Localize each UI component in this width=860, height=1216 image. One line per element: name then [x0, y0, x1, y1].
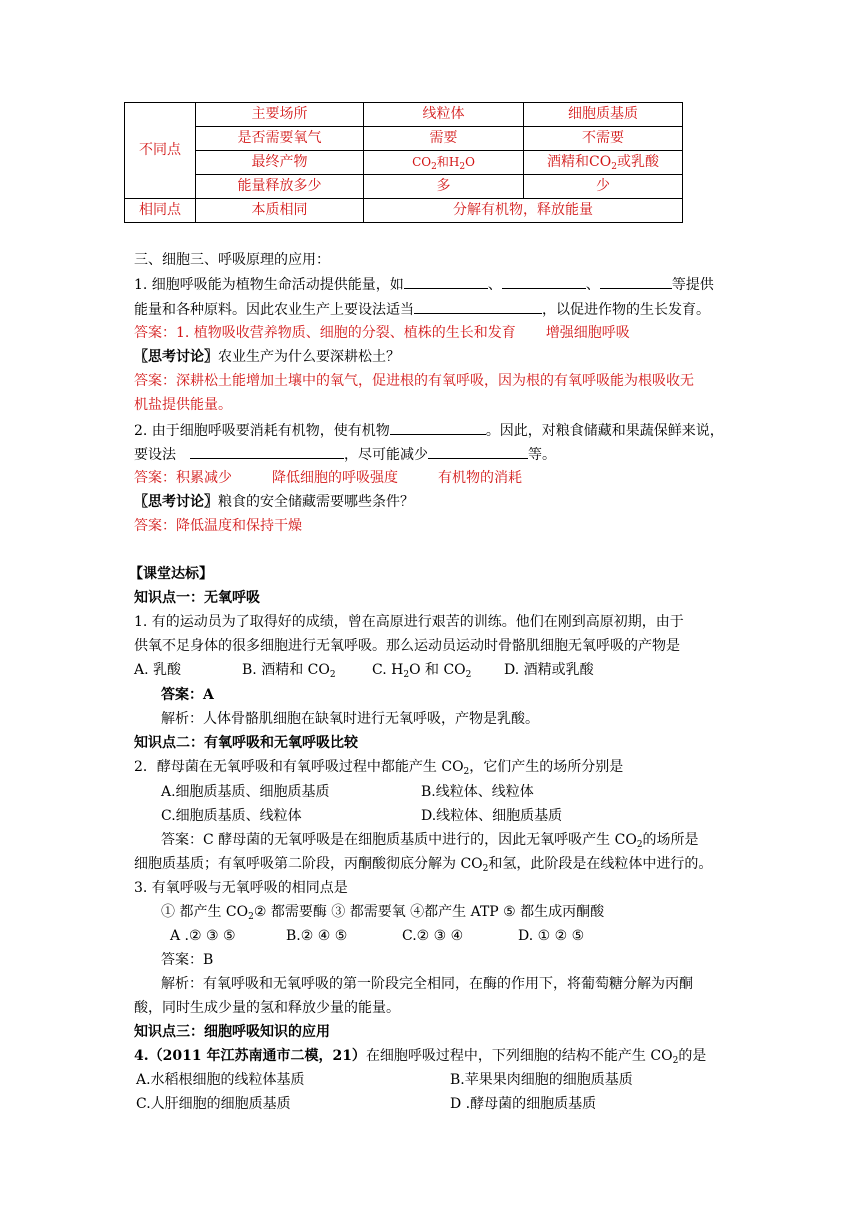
p-answer-2-cont	[134, 853, 712, 875]
question-2	[134, 419, 724, 442]
p-explanation-3-cont: 酸，同时生成少量的氢和释放少量的能量。	[134, 1000, 400, 1016]
text: B. 酒精和 CO	[242, 662, 330, 678]
subscript: 2	[611, 162, 617, 172]
table-cell: 线粒体	[364, 103, 524, 127]
text: C. H	[372, 662, 404, 678]
p-question-3-options	[170, 925, 584, 947]
same-label: 相同点	[125, 199, 196, 223]
text: 答案：1. 植物吸收营养物质、细胞的分裂、植株的生长和发育	[134, 325, 516, 341]
option-b: B.苹果果肉细胞的细胞质基质	[450, 1072, 633, 1088]
text: 农业生产为什么要深耕松土？	[218, 349, 400, 365]
subscript: 2	[636, 840, 643, 850]
text: CO	[412, 155, 432, 169]
option-a: A .② ③ ⑤	[170, 928, 236, 944]
text: 和H	[436, 155, 460, 169]
text: O	[465, 155, 475, 169]
p-explanation-1: 解析：人体骨骼肌细胞在缺氧时进行无氧呼吸，产物是乳酸。	[161, 711, 539, 727]
option-d: D .酵母菌的细胞质基质	[450, 1096, 597, 1112]
text: 、	[585, 277, 600, 293]
answer-1	[134, 322, 630, 344]
table-cell: 能量释放多少	[196, 175, 364, 199]
table-cell: 分解有机物，释放能量	[364, 199, 683, 223]
text: ，以促进作物的生长发育。	[542, 302, 710, 318]
blank-field[interactable]	[414, 298, 542, 314]
text: 粮食的安全储藏需要哪些条件？	[218, 494, 414, 510]
text: 降低细胞的呼吸强度	[272, 470, 398, 486]
p-question-2	[134, 756, 623, 778]
table-cell: 细胞质基质	[524, 103, 683, 127]
p-question-2-options-cd	[161, 805, 562, 827]
subscript: 2	[672, 1056, 679, 1066]
text: 答案：积累减少	[134, 470, 232, 486]
answer-think-2: 答案：降低温度和保持干燥	[134, 518, 302, 534]
blank-field[interactable]	[600, 273, 672, 289]
p-question-4	[134, 1045, 706, 1067]
text: 能量和各种原料。因此农业生产上要设法适当	[134, 302, 414, 318]
blank-field[interactable]	[390, 419, 486, 435]
think-tag: 〖思考讨论〗	[134, 349, 218, 365]
table-cell: 少	[524, 175, 683, 199]
text: O 和 CO	[409, 662, 466, 678]
p-question-3-items	[161, 901, 604, 923]
table-cell: 主要场所	[196, 103, 364, 127]
p-question-2-options-ab	[161, 781, 534, 803]
table-cell: 最终产物	[196, 151, 364, 175]
blank-field[interactable]	[502, 273, 586, 289]
text: 2．酵母菌在无氧呼吸和有氧呼吸过程中都能产生 CO	[134, 759, 464, 775]
option-c: C.人肝细胞的细胞质基质	[136, 1096, 291, 1112]
p-answer-1: 答案：A	[161, 687, 214, 703]
p-answer-2	[161, 829, 699, 851]
text: 的场所是	[642, 832, 699, 848]
subscript: 2	[431, 162, 437, 172]
text: 酒精和CO	[547, 154, 612, 170]
think-discuss-1	[134, 346, 400, 368]
text: 。因此，对粮食储藏和果蔬保鲜来说，	[485, 423, 724, 439]
knowledge-point-3: 知识点三：细胞呼吸知识的应用	[134, 1024, 330, 1040]
text: 答案：C 酵母菌的无氧呼吸是在细胞质基质中进行的，因此无氧呼吸产生 CO	[161, 832, 637, 848]
blank-field[interactable]	[404, 273, 488, 289]
p-answer-3: 答案：B	[161, 952, 214, 968]
option-c: C.② ③ ④	[402, 928, 464, 944]
text: 等提供	[671, 277, 714, 293]
blank-field[interactable]	[428, 443, 528, 459]
question-2-cont	[134, 443, 556, 466]
subscript: 2	[482, 864, 489, 874]
table-cell	[524, 151, 683, 175]
p-question-1: 1. 有的运动员为了取得好的成绩，曾在高原进行艰苦的训练。他们在刚到高原初期，由于	[134, 614, 684, 630]
table-cell: 本质相同	[196, 199, 364, 223]
knowledge-point-2: 知识点二：有氧呼吸和无氧呼吸比较	[134, 735, 358, 751]
p-explanation-3: 解析：有氧呼吸和无氧呼吸的第一阶段完全相同，在酶的作用下，将葡萄糖分解为丙酮	[161, 976, 693, 992]
table-cell: 需要	[364, 127, 524, 151]
option-b: B.② ④ ⑤	[286, 928, 348, 944]
question-1-cont	[134, 298, 710, 321]
subscript: 2	[465, 670, 472, 680]
answer-think-1: 答案：深耕松土能增加土壤中的氧气，促进根的有氧呼吸，因为根的有氧呼吸能为根吸收无	[134, 373, 694, 389]
text: 有机物的消耗	[438, 470, 522, 486]
practice-heading: 【课堂达标】	[129, 566, 213, 582]
option-b	[242, 659, 372, 681]
subscript: 2	[248, 912, 254, 922]
text: ② 都需要酶 ③ 都需要氧 ④都产生 ATP ⑤ 都生成丙酮酸	[253, 904, 605, 920]
text: ，它们产生的场所分别是	[469, 759, 624, 775]
text: 1. 细胞呼吸能为植物生命活动提供能量，如	[134, 277, 404, 293]
table-row	[125, 151, 683, 175]
option-a: A. 乳酸	[134, 662, 182, 678]
text: 等。	[528, 447, 556, 463]
text: 2. 由于细胞呼吸要消耗有机物，使有机物	[134, 423, 390, 439]
table-cell: 多	[364, 175, 524, 199]
option-d: D. ① ② ⑤	[518, 928, 585, 944]
knowledge-point-1: 知识点一：无氧呼吸	[134, 590, 260, 606]
p-question-1-cont: 供氧不足身体的很多细胞进行无氧呼吸。那么运动员运动时骨骼肌细胞无氧呼吸的产物是	[134, 638, 680, 654]
table-row	[125, 103, 683, 127]
table-cell: 是否需要氧气	[196, 127, 364, 151]
answer-think-1-cont: 机盐提供能量。	[134, 397, 232, 413]
text: ，尽可能减少	[344, 447, 428, 463]
option-c	[372, 659, 504, 681]
think-tag: 〖思考讨论〗	[134, 494, 218, 510]
option-a: A.细胞质基质、细胞质基质	[161, 784, 330, 800]
question-1	[134, 273, 714, 296]
question-source: 4.（2011 年江苏南通市二模，21）	[134, 1048, 366, 1064]
text: ① 都产生 CO	[161, 904, 249, 920]
subscript: 2	[463, 767, 470, 777]
text: 要设法	[134, 447, 176, 463]
option-d: D. 酒精或乳酸	[504, 662, 594, 678]
p-question-3: 3. 有氧呼吸与无氧呼吸的相同点是	[134, 880, 348, 896]
text: 的是	[678, 1048, 707, 1064]
section-heading: 三、细胞三、呼吸原理的应用：	[134, 252, 330, 268]
table-row	[125, 199, 683, 223]
p-question-1-options	[134, 659, 594, 681]
text: 在细胞呼吸过程中，下列细胞的结构不能产生 CO	[365, 1048, 673, 1064]
diff-label: 不同点	[125, 103, 196, 199]
option-b: B.线粒体、线粒体	[421, 784, 534, 800]
option-c: C.细胞质基质、线粒体	[161, 808, 302, 824]
text: 或乳酸	[616, 154, 659, 170]
subscript: 2	[403, 670, 410, 680]
subscript: 2	[329, 670, 336, 680]
table-row	[125, 127, 683, 151]
table-cell: 不需要	[524, 127, 683, 151]
p-question-4-options-ab	[136, 1069, 633, 1091]
text: 、	[487, 277, 502, 293]
text: 增强细胞呼吸	[545, 325, 630, 341]
option-a: A.水稻根细胞的线粒体基质	[136, 1072, 305, 1088]
think-discuss-2	[134, 491, 414, 513]
answer-2	[134, 467, 522, 489]
p-question-4-options-cd	[136, 1093, 596, 1115]
text: 和氢，此阶段是在线粒体中进行的。	[488, 856, 713, 872]
option-d: D.线粒体、细胞质基质	[421, 808, 563, 824]
comparison-table	[124, 102, 683, 223]
table-row	[125, 175, 683, 199]
blank-field[interactable]	[190, 443, 344, 459]
text: 细胞质基质；有氧呼吸第二阶段，丙酮酸彻底分解为 CO	[134, 856, 483, 872]
table-cell	[364, 151, 524, 175]
subscript: 2	[459, 162, 466, 172]
